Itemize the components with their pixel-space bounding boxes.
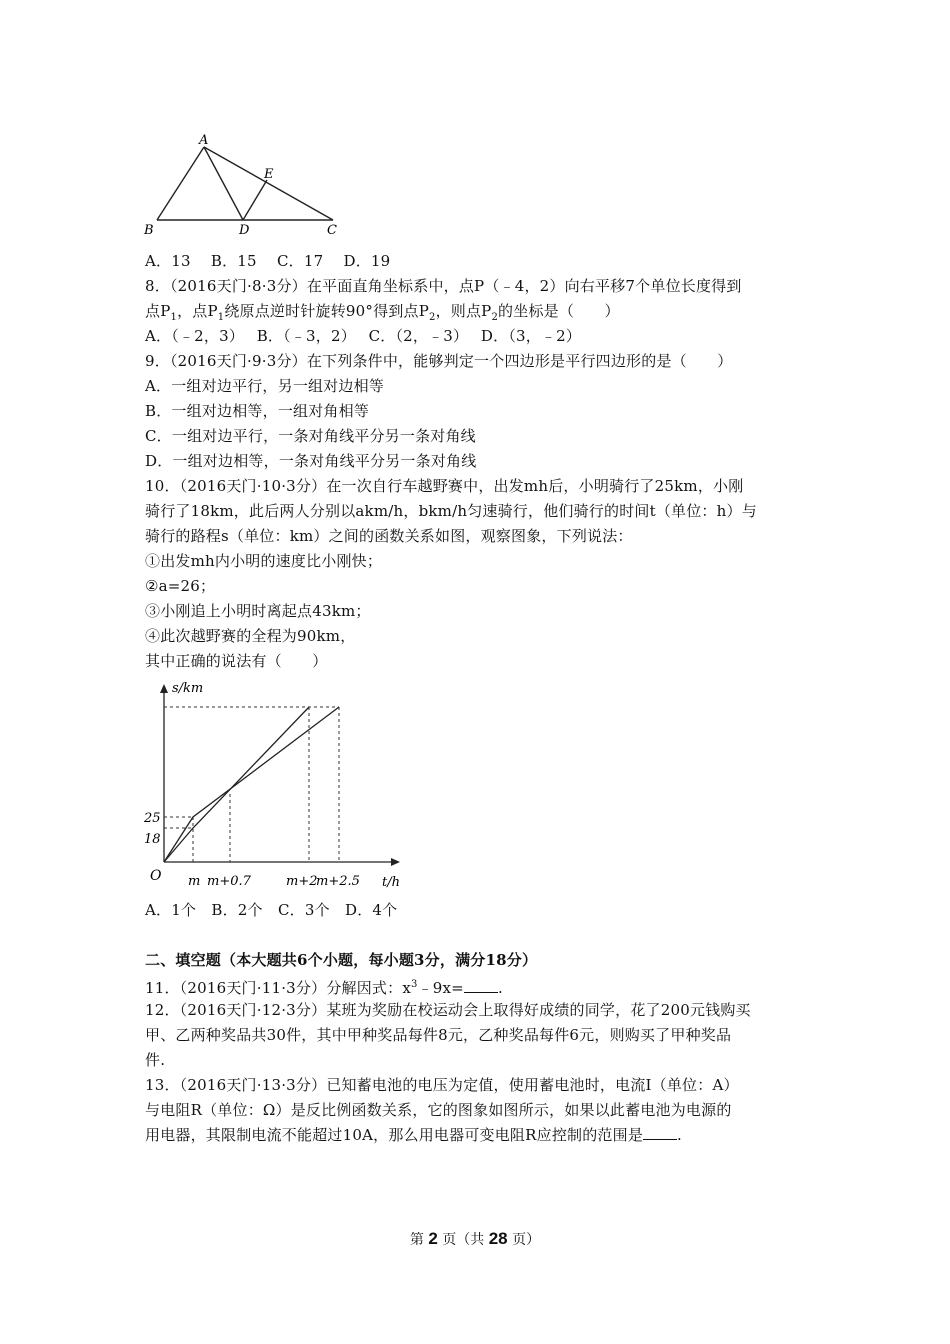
section-2-title: 二、填空题（本大题共6个小题，每小题3分，满分18分）: [145, 951, 538, 969]
line-xiaoming: [164, 707, 339, 862]
triangle-figure: [140, 130, 350, 240]
q12-line3: 件.: [145, 1051, 166, 1069]
q10-statement-3: ③小刚追上小明时离起点43km；: [145, 602, 371, 620]
x-tick-m07: m+0.7: [207, 874, 251, 889]
answer-blank: [643, 1125, 677, 1140]
q13-line1: 13．（2016天门·13·3分）已知蓄电池的电压为定值，使用蓄电池时，电流I（单位：A）: [145, 1076, 739, 1094]
q9-stem: 9．（2016天门·9·3分）在下列条件中，能够判定一个四边形是平行四边形的是（ ）: [145, 352, 733, 370]
q10-options: A．1个 B．2个 C．3个 D．4个: [145, 901, 398, 919]
q10-statement-2: ②a=26；: [145, 577, 216, 595]
x-tick-m2: m+2: [286, 874, 318, 889]
q10-line2: 骑行了18km，此后两人分别以akm/h，bkm/h匀速骑行，他们骑行的时间t（单位：h）与: [145, 502, 757, 520]
label-e: E: [264, 167, 274, 182]
page-total: 28: [488, 1229, 508, 1248]
x-axis-label: t/h: [382, 875, 400, 890]
q8-line1: 8．（2016天门·8·3分）在平面直角坐标系中，点P（﹣4，2）向右平移7个单位长度得到: [145, 277, 742, 295]
q10-statement-4: ④此次越野赛的全程为90km，: [145, 627, 356, 645]
label-b: B: [144, 223, 154, 238]
q12-line1: 12．（2016天门·12·3分）某班为奖励在校运动会上取得好成绩的同学，花了200元钱购买: [145, 1001, 751, 1019]
segment-de: [243, 180, 267, 220]
q12-line2: 甲、乙两种奖品共30件，其中甲种奖品每件8元，乙种奖品每件6元，则购买了甲种奖品: [145, 1026, 732, 1044]
segment-ab: [157, 147, 204, 220]
label-d: D: [239, 223, 250, 238]
q9-option-d: D．一组对边相等，一条对角线平分另一条对角线: [145, 452, 477, 470]
q8-line2: 点$P_1$，点$P_1$绕原点逆时针旋转90°得到点$P_2$，则点$P_2$的坐标是（ ）: [145, 302, 620, 323]
origin-label: O: [150, 868, 162, 884]
q7-options: A．13 B．15 C．17 D．19: [145, 252, 391, 270]
q10-line3: 骑行的路程s（单位：km）之间的函数关系如图，观察图象，下列说法：: [145, 527, 633, 545]
y-axis-label: s/km: [172, 681, 204, 696]
q10-statement-1: ①出发mh内小明的速度比小刚快；: [145, 552, 383, 570]
x-tick-m25: m+2.5: [316, 874, 360, 889]
x-axis-arrow: [391, 858, 400, 866]
q11: 11．（2016天门·11·3分）分解因式：$x^3﹣9x=$ .: [145, 979, 503, 997]
label-c: C: [327, 223, 337, 238]
q10-line1: 10．（2016天门·10·3分）在一次自行车越野赛中，出发mh后，小明骑行了25km，小刚: [145, 477, 744, 495]
q10-ask: 其中正确的说法有（ ）: [145, 652, 328, 670]
page-number: 2: [428, 1229, 438, 1248]
q9-option-b: B．一组对边相等，一组对角相等: [145, 402, 370, 420]
y-tick-25: 25: [144, 811, 161, 826]
answer-blank: [464, 978, 498, 993]
q13-line3: 用电器，其限制电流不能超过10A，那么用电器可变电阻R应控制的范围是 .: [145, 1126, 682, 1144]
x-tick-m: m: [188, 874, 201, 889]
q9-option-a: A．一组对边平行，另一组对边相等: [145, 377, 385, 395]
distance-time-graph: [138, 676, 408, 894]
page-footer: 第 2 页（共 28 页）: [409, 1229, 541, 1248]
q9-option-c: C．一组对边平行，一条对角线平分另一条对角线: [145, 427, 476, 445]
y-axis-arrow: [160, 684, 168, 693]
q8-options: A．（﹣2，3） B．（﹣3，2） C．（2，﹣3） D．（3，﹣2）: [145, 327, 582, 345]
q13-line2: 与电阻R（单位：Ω）是反比例函数关系，它的图象如图所示，如果以此蓄电池为电源的: [145, 1101, 732, 1119]
label-a: A: [199, 133, 209, 148]
y-tick-18: 18: [144, 832, 161, 847]
